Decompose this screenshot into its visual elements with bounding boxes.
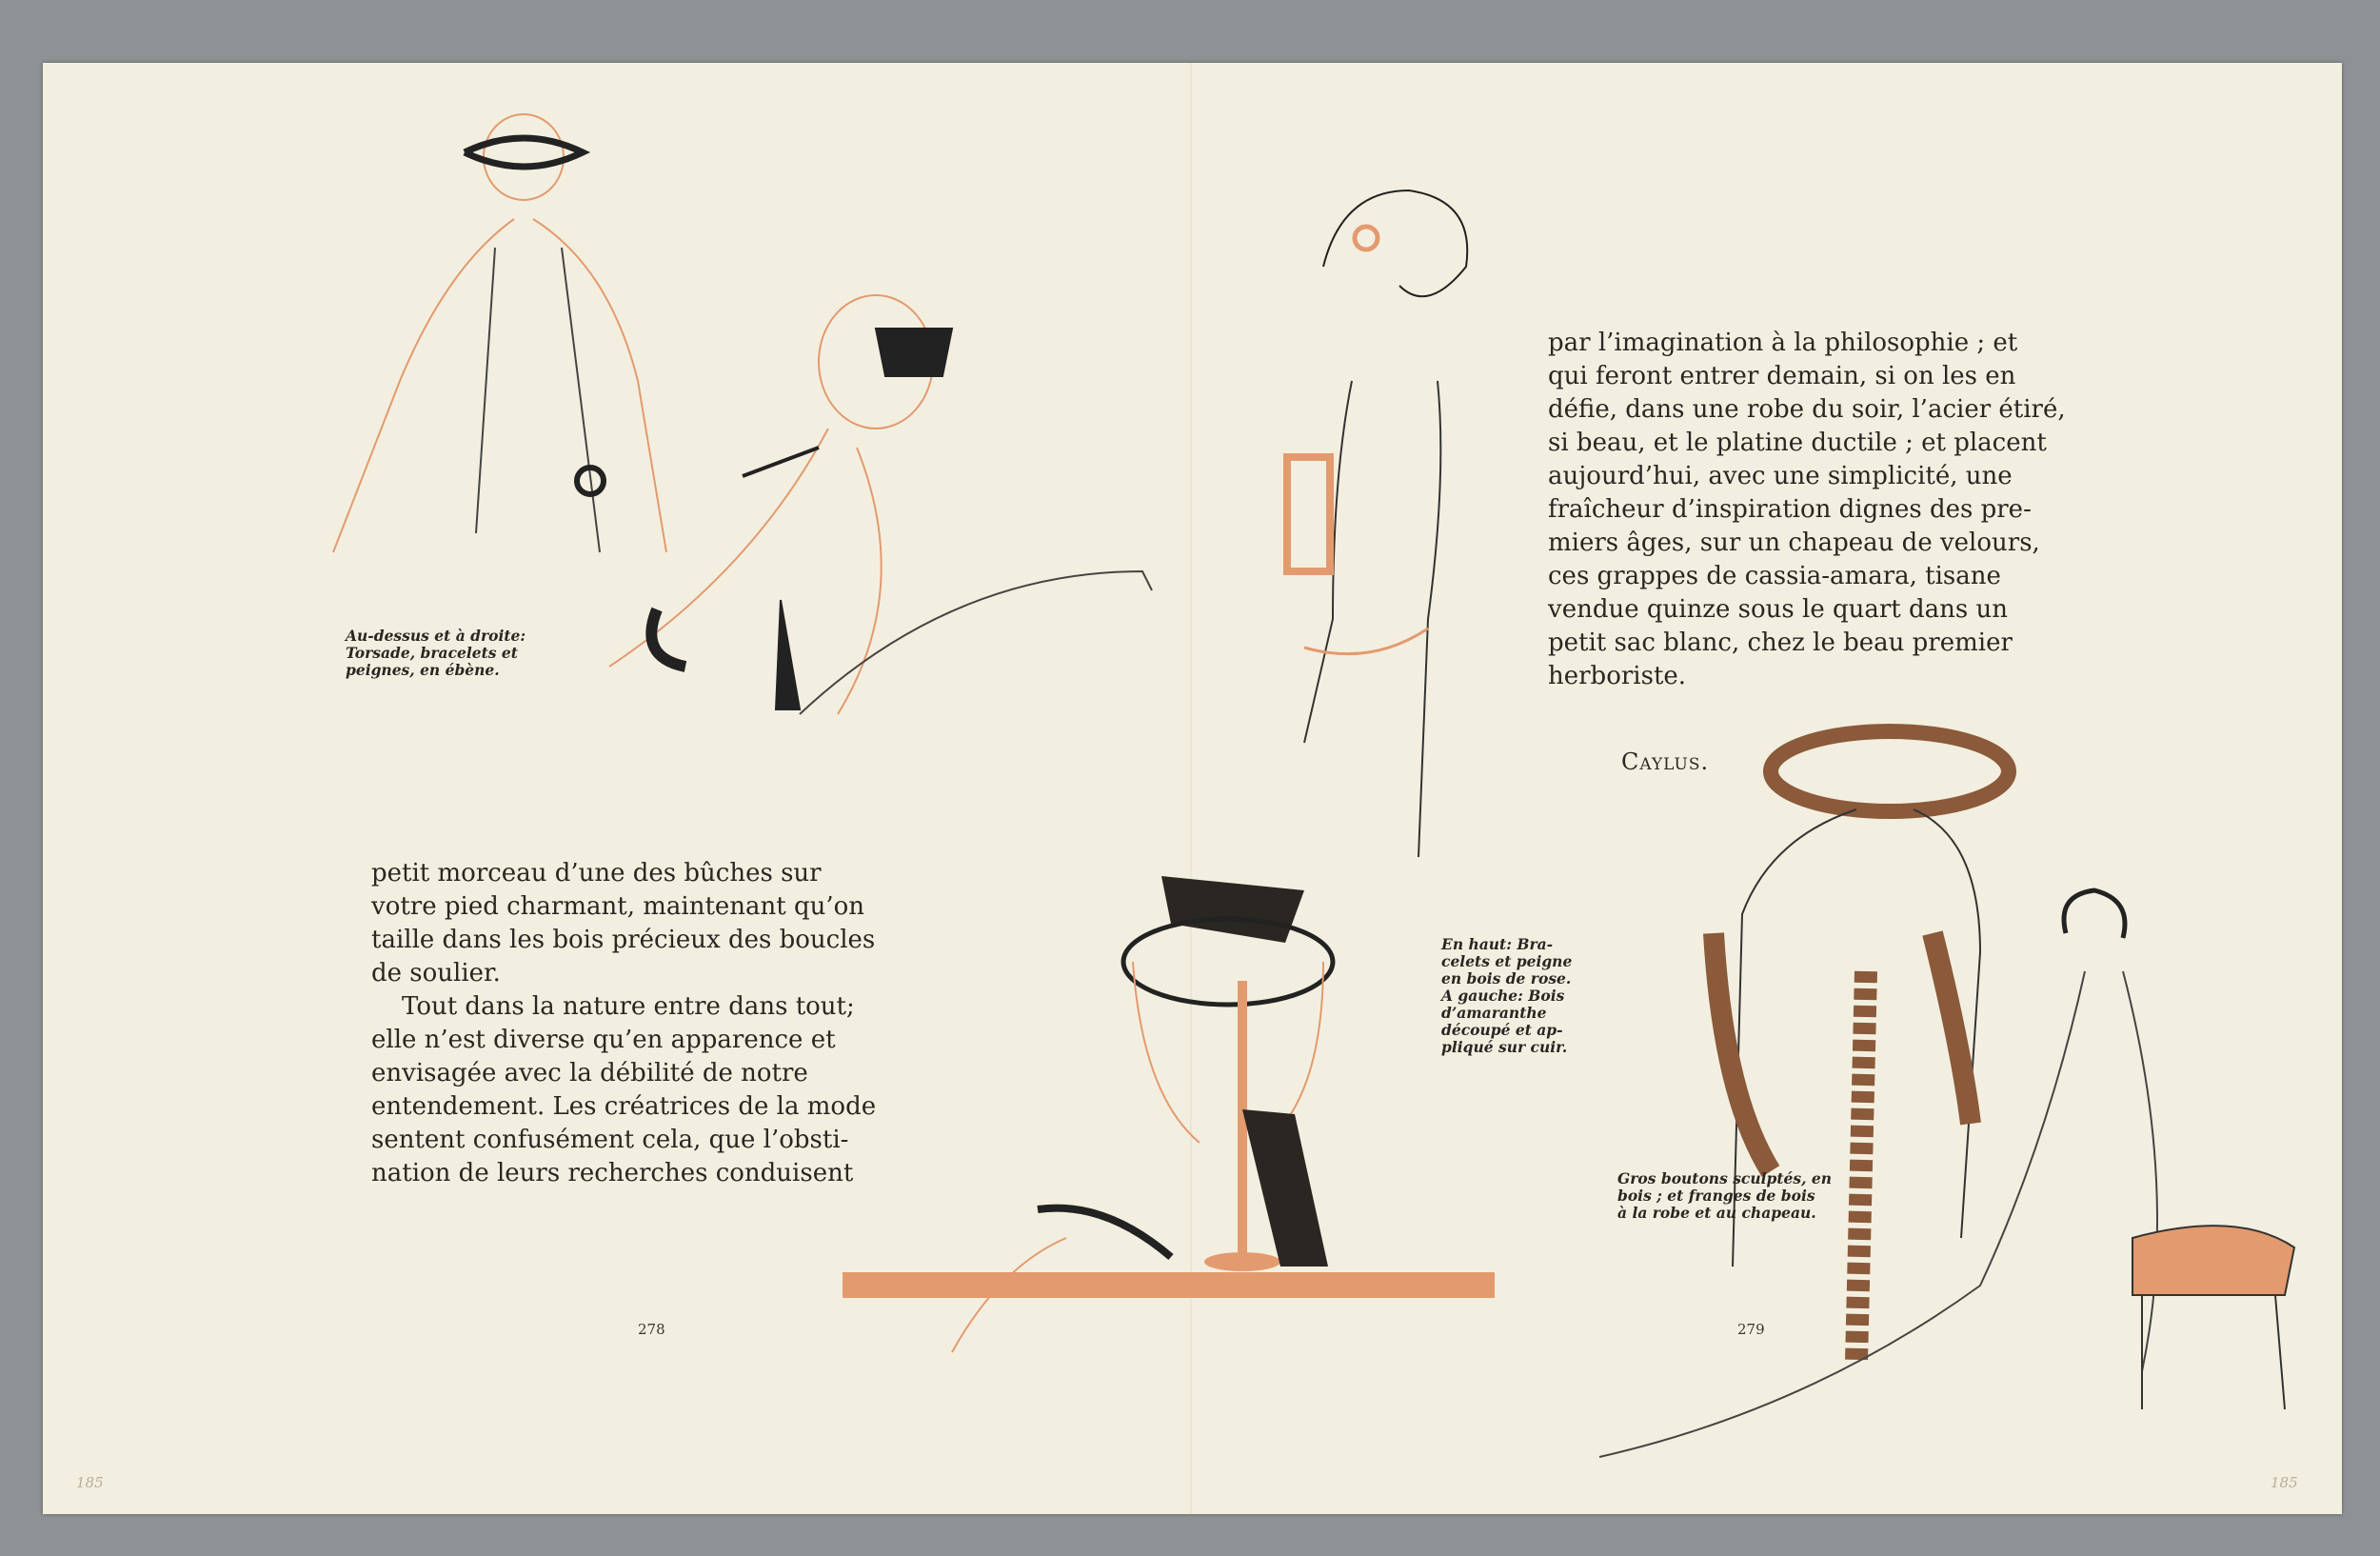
text-line: miers âges, sur un chapeau de velours, [1548, 529, 2040, 557]
text-line: sentent confusément cela, que l’obsti- [371, 1126, 849, 1154]
author-signature: Caylus. [1621, 748, 1710, 775]
text-line: aujourd’hui, avec une simplicité, une [1548, 462, 2013, 490]
caption-line: Au-dessus et à droite: [346, 627, 526, 645]
text-line: si beau, et le platine ductile ; et placent [1548, 429, 2047, 457]
text-line: vendue quinze sous le quart dans un [1548, 595, 2008, 624]
text-line: par l’imagination à la philosophie ; et [1548, 329, 2018, 357]
text-line: petit sac blanc, chez le beau premier [1548, 628, 2013, 657]
illustration-woman-torsade [333, 114, 666, 552]
text-line: petit morceau d’une des bûches sur [371, 859, 822, 888]
illustration-lamp-still-life [843, 876, 1495, 1352]
right-body-text [1548, 327, 2066, 693]
text-line: envisagée avec la débilité de notre [371, 1059, 808, 1087]
page-number-left: 278 [638, 1321, 665, 1338]
caption-left [346, 628, 526, 679]
text-line: qui feront entrer demain, si on les en [1548, 362, 2016, 390]
text-line: Tout dans la nature entre dans tout; [402, 992, 855, 1021]
text-line: elle n’est diverse qu’en apparence et [371, 1026, 836, 1054]
text-line: taille dans les bois précieux des boucles [371, 926, 876, 954]
caption-top-right [1441, 936, 1572, 1056]
caption-line: bois ; et franges de bois [1617, 1187, 1815, 1205]
illustration-two-women [1599, 731, 2294, 1457]
left-body-text [371, 857, 877, 1190]
text-line: ces grappes de cassia-amara, tisane [1548, 562, 2001, 590]
caption-line: découpé et ap- [1441, 1021, 1563, 1039]
corner-mark-right: 185 [2271, 1474, 2298, 1491]
caption-line: Gros boutons sculptés, en [1617, 1169, 1833, 1187]
corner-mark-left: 185 [76, 1474, 104, 1491]
caption-line: d’amaranthe [1441, 1004, 1547, 1022]
caption-bottom-right [1617, 1170, 1832, 1222]
caption-line: Torsade, bracelets et [346, 644, 518, 662]
caption-line: En haut: Bra- [1441, 935, 1554, 953]
text-line: de soulier. [371, 959, 501, 987]
text-line: défie, dans une robe du soir, l’acier étiré, [1548, 395, 2066, 424]
illustration-woman-standing [1287, 190, 1467, 857]
text-line: entendement. Les créatrices de la mode [371, 1092, 877, 1121]
caption-line: en bois de rose. [1441, 969, 1572, 987]
text-line: nation de leurs recherches conduisent [371, 1159, 854, 1187]
caption-line: peignes, en ébène. [346, 661, 500, 679]
illustration-woman-comb [609, 295, 1152, 714]
text-line: fraîcheur d’inspiration dignes des pre- [1548, 495, 2032, 524]
caption-line: à la robe et au chapeau. [1617, 1204, 1816, 1222]
page-number-right: 279 [1737, 1321, 1765, 1338]
text-line: herboriste. [1548, 662, 1687, 690]
caption-line: pliqué sur cuir. [1441, 1038, 1568, 1056]
caption-line: A gauche: Bois [1441, 987, 1565, 1005]
text-line: votre pied charmant, maintenant qu’on [371, 892, 865, 921]
caption-line: celets et peigne [1441, 952, 1573, 970]
